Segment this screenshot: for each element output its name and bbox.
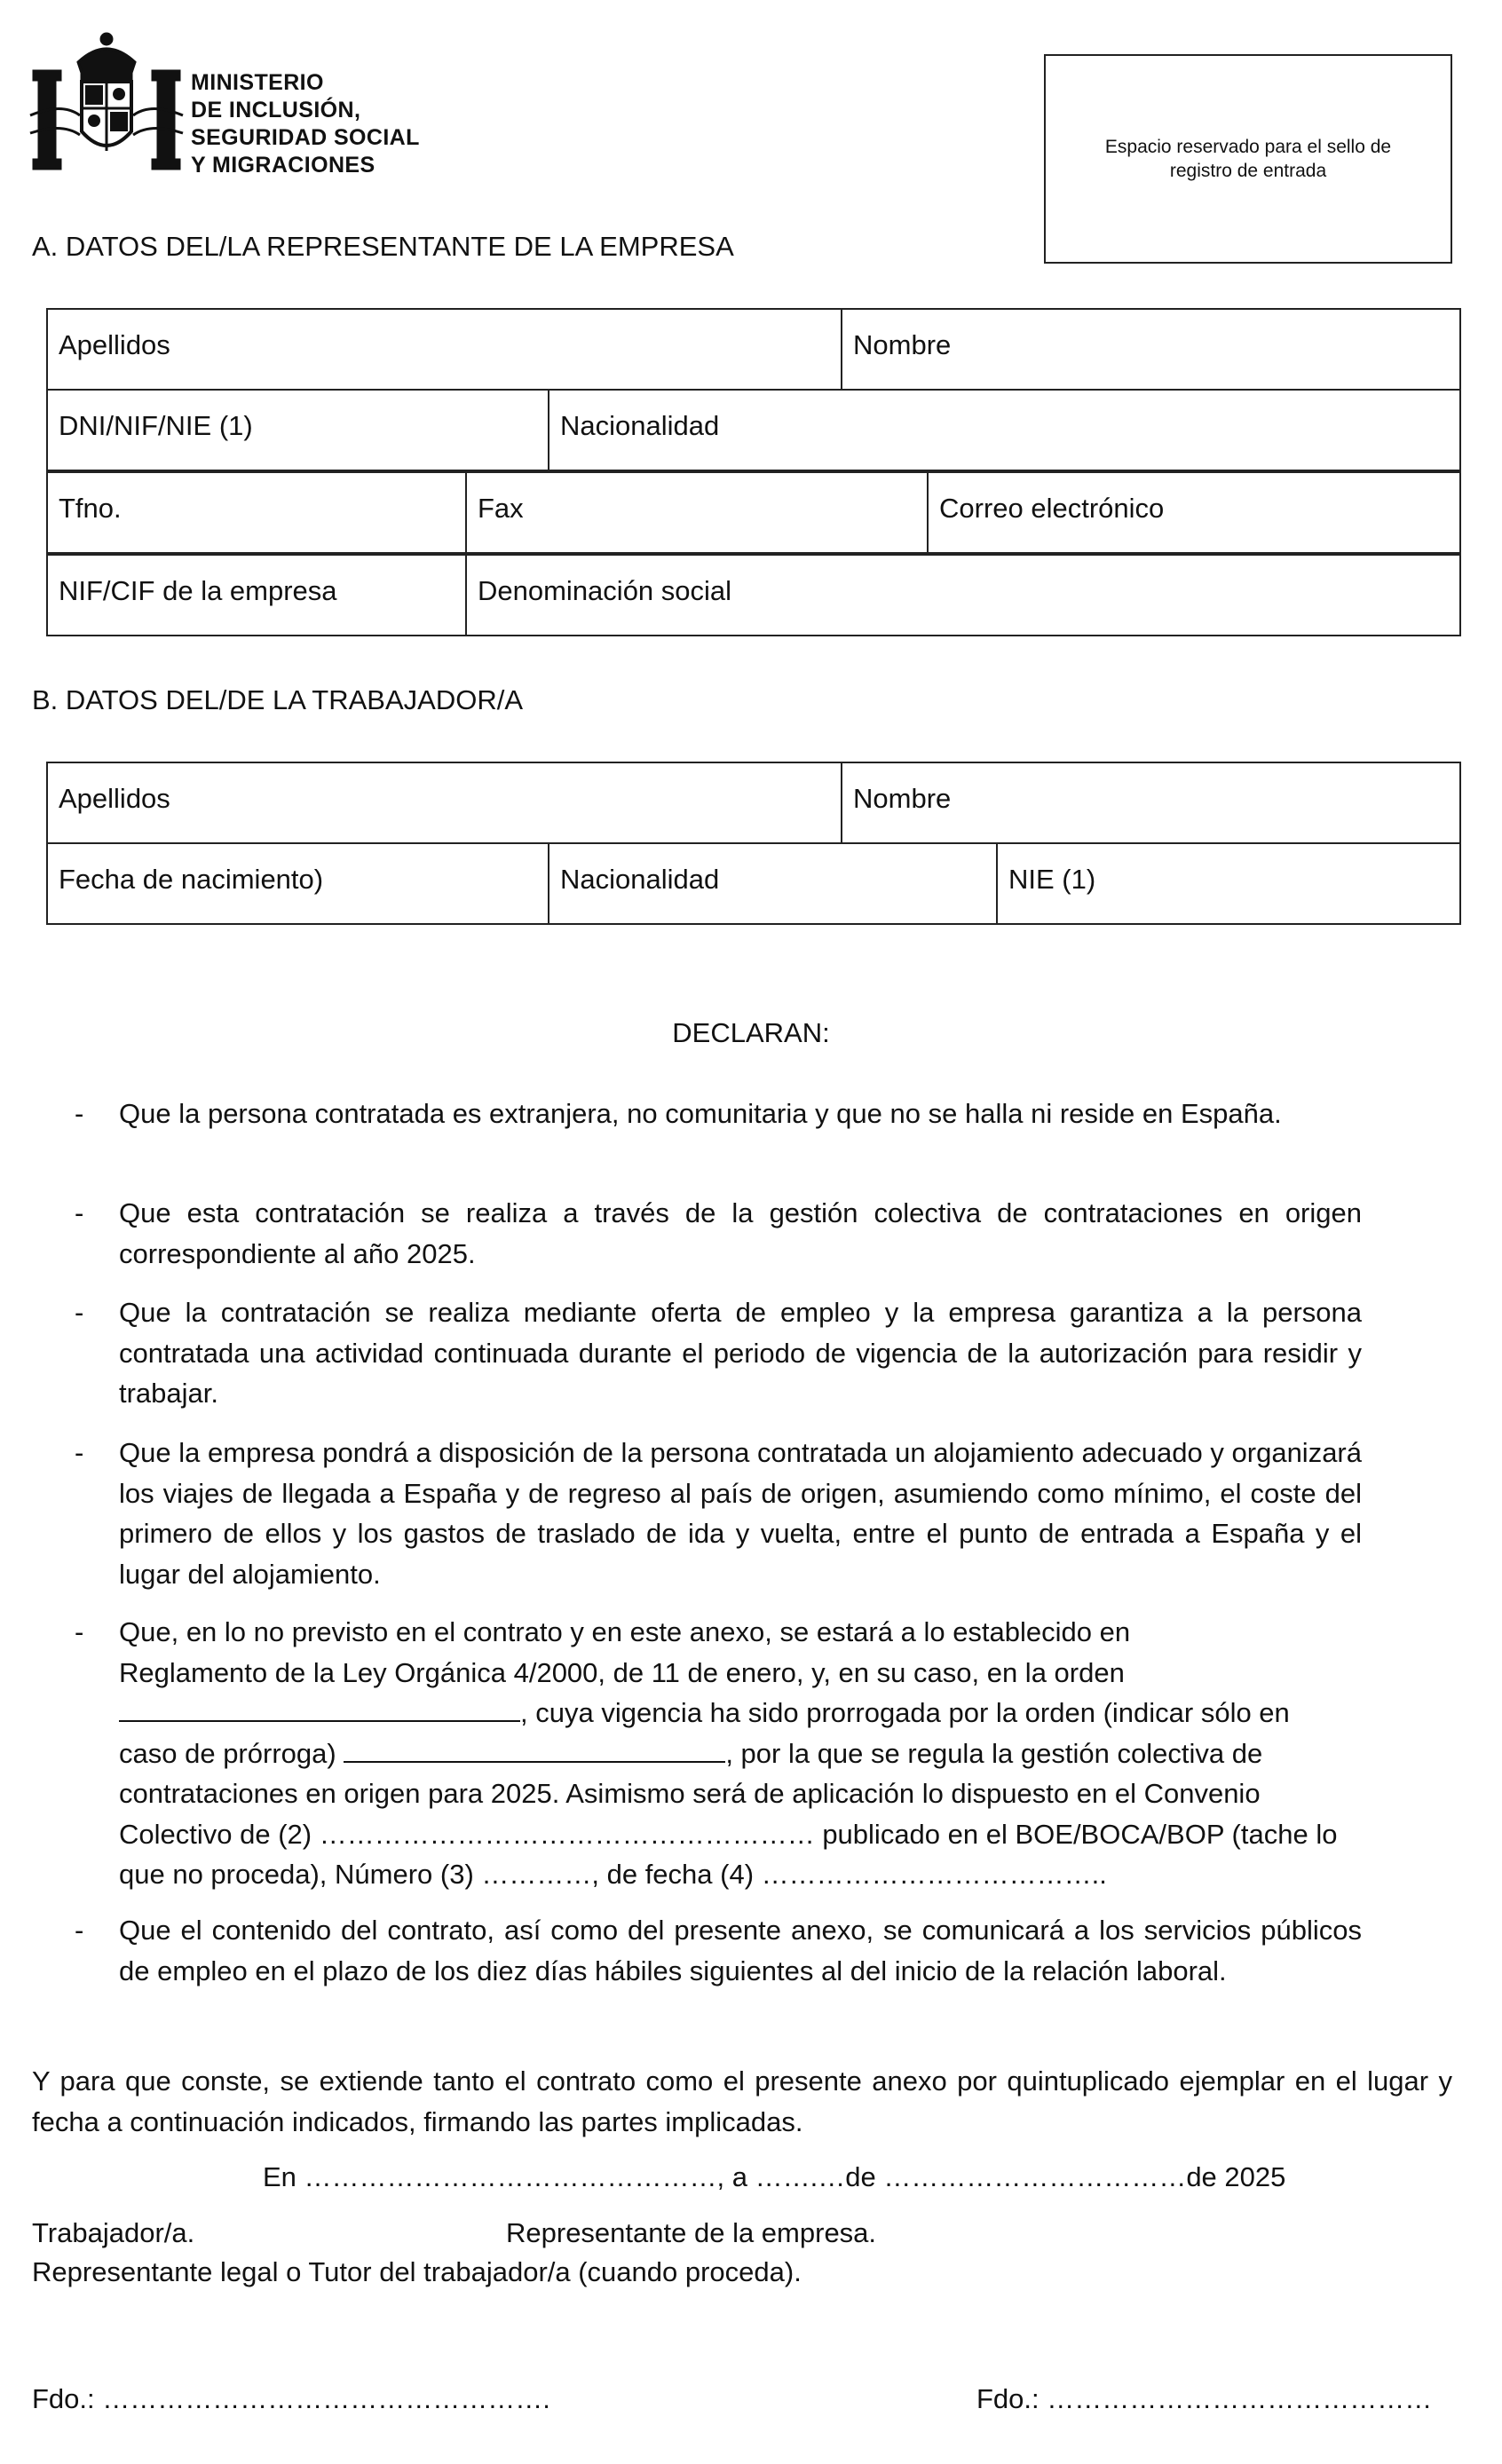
text-fragment: , cuya vigencia ha sido prorrogada por la orden (indicar sólo en	[520, 1697, 1290, 1728]
list-dash: -	[75, 1297, 84, 1328]
field-label: Correo electrónico	[939, 493, 1165, 524]
declaration-text: Que la contratación se realiza mediante oferta de empleo y la empresa garantiza a la persona contratada una actividad continuada durante el periodo de vigencia de la autorización para residir y trabajar.	[119, 1297, 1362, 1409]
signature-left[interactable]: Fdo.: ………………………………………….	[32, 2383, 550, 2414]
field-nacionalidad[interactable]	[548, 391, 1459, 470]
form-row	[46, 842, 1461, 925]
signer-trabajador: Trabajador/a.	[32, 2217, 195, 2248]
text-line	[119, 1693, 1362, 1733]
form-row	[46, 762, 1461, 844]
declaration-item	[75, 1094, 1362, 1134]
ministry-line: MINISTERIO	[191, 70, 324, 95]
orden-blank[interactable]	[119, 1697, 520, 1722]
field-label: Fax	[478, 493, 524, 524]
field-correo[interactable]	[927, 473, 1459, 552]
field-denominacion[interactable]	[465, 556, 1459, 635]
field-tfno[interactable]	[48, 473, 467, 552]
field-label: Nombre	[853, 783, 952, 814]
declaration-text: Que el contenido del contrato, así como del presente anexo, se comunicará a los servicios públicos de empleo en el plazo de los diez días hábiles siguientes al del inicio de la relación laboral.	[119, 1915, 1362, 1986]
closing-paragraph: Y para que conste, se extiende tanto el contrato como el presente anexo por quintuplicado ejemplar en el lugar y fecha a continuación indicados, firmando las partes implicadas.	[32, 2065, 1452, 2137]
text-line: Colectivo de (2) ……………………………………………… publicado en el BOE/BOCA/BOP (tache lo	[119, 1818, 1338, 1850]
field-fax[interactable]	[465, 473, 929, 552]
field-nif-empresa[interactable]	[48, 556, 467, 635]
field-fecha-nacimiento[interactable]	[48, 844, 549, 923]
text-line: Reglamento de la Ley Orgánica 4/2000, de 11 de enero, y, en su caso, en la orden	[119, 1656, 1125, 1688]
declaran-heading: DECLARAN:	[672, 1017, 830, 1048]
field-nacionalidad-trabajador[interactable]	[548, 844, 998, 923]
declaration-text	[119, 1612, 1362, 1895]
list-dash: -	[75, 1616, 84, 1647]
list-dash: -	[75, 1915, 84, 1946]
declaration-item	[75, 1910, 1362, 1991]
declaration-item	[75, 1433, 1362, 1594]
signer-representante: Representante de la empresa.	[506, 2217, 877, 2248]
field-label: Nacionalidad	[560, 410, 720, 441]
section-b-title: B. DATOS DEL/DE LA TRABAJADOR/A	[32, 684, 524, 715]
field-label: Denominación social	[478, 575, 732, 606]
coat-of-arms-logo	[27, 27, 186, 178]
field-dni[interactable]	[48, 391, 549, 470]
registry-stamp-box	[1044, 54, 1452, 264]
text-line	[119, 1733, 1362, 1774]
field-nie[interactable]	[996, 844, 1459, 923]
form-row	[46, 471, 1461, 554]
field-nombre-trabajador[interactable]	[841, 763, 1459, 842]
section-a-title: A. DATOS DEL/LA REPRESENTANTE DE LA EMPRESA	[32, 231, 734, 262]
list-dash: -	[75, 1197, 84, 1228]
field-label: Fecha de nacimiento)	[59, 864, 324, 895]
list-dash: -	[75, 1437, 84, 1468]
field-label: Nacionalidad	[560, 864, 720, 895]
prorroga-blank[interactable]	[344, 1738, 725, 1763]
ministry-name	[191, 69, 420, 179]
field-apellidos-trabajador[interactable]	[48, 763, 842, 842]
field-apellidos[interactable]	[48, 310, 842, 389]
field-label: NIE (1)	[1008, 864, 1096, 895]
declaration-text: Que la empresa pondrá a disposición de la persona contratada un alojamiento adecuado y organizará los viajes de llegada a España y de regreso al país de origen, asumiendo como mínimo, el coste del primero de ellos y los gastos de traslado de ida y vuelta, entre el punto de entrada a España y el lugar del alojamiento.	[119, 1437, 1362, 1590]
signer-representante-legal: Representante legal o Tutor del trabajador/a (cuando proceda).	[32, 2256, 802, 2287]
declaration-text: Que esta contratación se realiza a través de la gestión colectiva de contrataciones en origen correspondiente al año 2025.	[119, 1197, 1362, 1269]
declaration-item-convenio	[75, 1612, 1362, 1895]
ministry-line: Y MIGRACIONES	[191, 153, 376, 178]
text-line: que no proceda), Número (3) …………, de fecha (4) ………………………………..	[119, 1859, 1107, 1890]
field-label: DNI/NIF/NIE (1)	[59, 410, 253, 441]
field-label: Nombre	[853, 329, 952, 360]
text-fragment: caso de prórroga)	[119, 1737, 336, 1769]
form-row	[46, 308, 1461, 391]
stamp-text: Espacio reservado para el sello de registro de entrada	[1104, 137, 1392, 181]
field-label: Tfno.	[59, 493, 122, 524]
field-label: Apellidos	[59, 329, 170, 360]
declaration-text: Que la persona contratada es extranjera, no comunitaria y que no se halla ni reside en España.	[119, 1098, 1282, 1129]
declaration-item	[75, 1193, 1362, 1274]
declaration-item	[75, 1292, 1362, 1414]
signature-right[interactable]: Fdo.: ……………………………………	[976, 2383, 1433, 2414]
list-dash: -	[75, 1098, 84, 1129]
field-nombre[interactable]	[841, 310, 1459, 389]
text-fragment: , por la que se regula la gestión colectiva de	[725, 1737, 1263, 1769]
place-date-line[interactable]: En ………………………………………, a …….…de ……………………………de 2025	[263, 2161, 1286, 2192]
form-row	[46, 554, 1461, 636]
ministry-line: DE INCLUSIÓN,	[191, 98, 361, 122]
form-row	[46, 389, 1461, 471]
text-line: Que, en lo no previsto en el contrato y en este anexo, se estará a lo establecido en	[119, 1616, 1131, 1647]
field-label: NIF/CIF de la empresa	[59, 575, 337, 606]
text-line: contrataciones en origen para 2025. Asimismo será de aplicación lo dispuesto en el Convenio	[119, 1778, 1261, 1809]
ministry-line: SEGURIDAD SOCIAL	[191, 125, 420, 150]
field-label: Apellidos	[59, 783, 170, 814]
